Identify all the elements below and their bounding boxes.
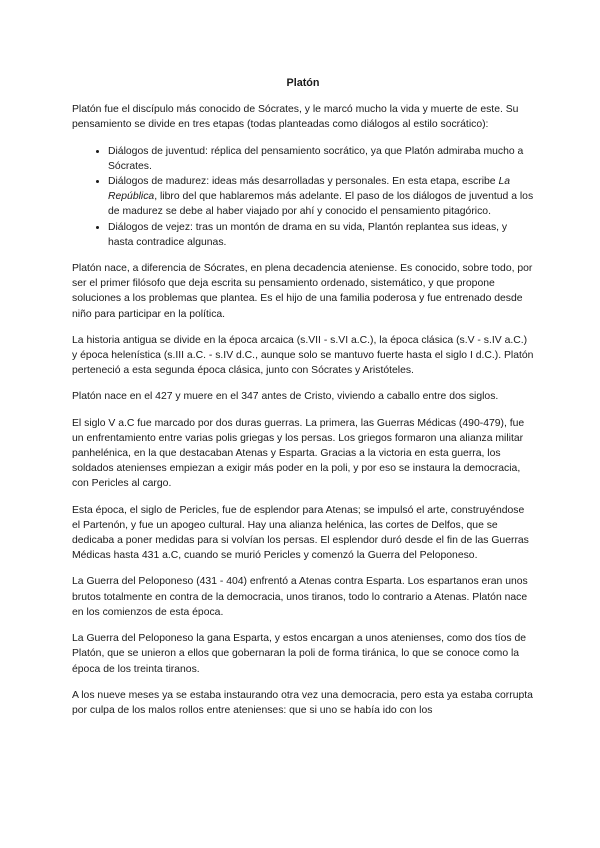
list-item-text: , libro del que hablaremos más adelante. El paso de los diálogos de juventud a los de madurez se debe al haber viajado por ahí y conocido el pensamiento pitagórico. bbox=[108, 191, 534, 218]
book-title-italic: La República bbox=[108, 176, 511, 203]
stages-list bbox=[72, 144, 534, 250]
list-item-juventud: • Diálogos de juventud: réplica del pensamiento socrático, ya que Platón admiraba mucho a Sócrates. bbox=[108, 144, 534, 174]
paragraph-siglo-pericles: Esta época, el siglo de Pericles, fue de esplendor para Atenas; se impulsó el arte, construyéndose el Partenón, y fue un apogeo cultural. Hay una alianza helénica, las cortes de Delfos, que se dedicaba a poner medidas para si volvían los persas. El esplendor duró desde el fin de las Guerras Médicas hasta 431 a.C, cuando se murió Pericles y comenzó la Guerra del Peloponeso. bbox=[72, 504, 529, 562]
paragraph-decadencia: Platón nace, a diferencia de Sócrates, en plena decadencia ateniense. Es conocido, sobre todo, por ser el primer filósofo que deja escrita su pensamiento ordenado, sistemático, y que propone soluciones a los problemas que plantea. Es el hijo de una familia poderosa y fue entrenado desde niño para participar en la política. bbox=[72, 263, 533, 320]
paragraph-democracia: A los nueve meses ya se estaba instaurando otra vez una democracia, pero esta ya estaba corrupta por culpa de los malos rollos entre atenienses: que si uno se había ido con los bbox=[72, 689, 533, 716]
paragraph-nacimiento: Platón nace en el 427 y muere en el 347 antes de Cristo, viviendo a caballo entre dos siglos. bbox=[72, 391, 499, 403]
paragraph-guerra-peloponeso: La Guerra del Peloponeso (431 - 404) enfrentó a Atenas contra Esparta. Los espartanos eran unos brutos totalmente en contra de la democracia, unos tiranos, todo lo contrario a Atenas. Platón nace en los comienzos de esta época. bbox=[72, 576, 528, 618]
list-item-text: Diálogos de madurez: ideas más desarrolladas y personales. En esta etapa, escribe bbox=[108, 176, 499, 188]
paragraph-historia-antigua: La historia antigua se divide en la época arcaica (s.VII - s.VI a.C.), la época clásica (s.V - s.IV a.C.) y época helenística (s.III a.C. - s.IV d.C., aunque solo se mantuvo fuerte hasta el siglo I d.C.). Platón perteneció a esta segunda época clásica, junto con Sócrates y Aristóteles. bbox=[72, 334, 534, 377]
paragraph-treinta-tiranos: La Guerra del Peloponeso la gana Esparta, y estos encargan a unos atenienses, como dos tíos de Platón, que se unieron a ellos que gobernaran la poli de forma tiránica, lo que se conoce como la época de los treinta tiranos. bbox=[72, 633, 527, 675]
list-item-vejez: • Diálogos de vejez: tras un montón de drama en su vida, Plantón replantea sus ideas, y hasta contradice algunas. bbox=[108, 220, 534, 250]
paragraph-guerras-medicas: El siglo V a.C fue marcado por dos duras guerras. La primera, las Guerras Médicas (490-479), fue un enfrentamiento entre varias polis griegas y los persas. Los griegos formaron una alianza militar panhelénica, en la que destacaban Atenas y Esparta. Gracias a la victoria en esta guerra, los soldados atenienses empiezan a exigir más poder en la poli, y por eso se instaura la democracia, con Pericles al cargo. bbox=[72, 417, 525, 490]
document-page bbox=[72, 76, 534, 729]
intro-paragraph: Platón fue el discípulo más conocido de Sócrates, y le marcó mucho la vida y muerte de este. Su pensamiento se divide en tres etapas (todas planteadas como diálogos al estilo socrático): bbox=[72, 104, 519, 131]
document-title: Platón bbox=[286, 77, 320, 89]
list-item-madurez bbox=[108, 174, 534, 220]
